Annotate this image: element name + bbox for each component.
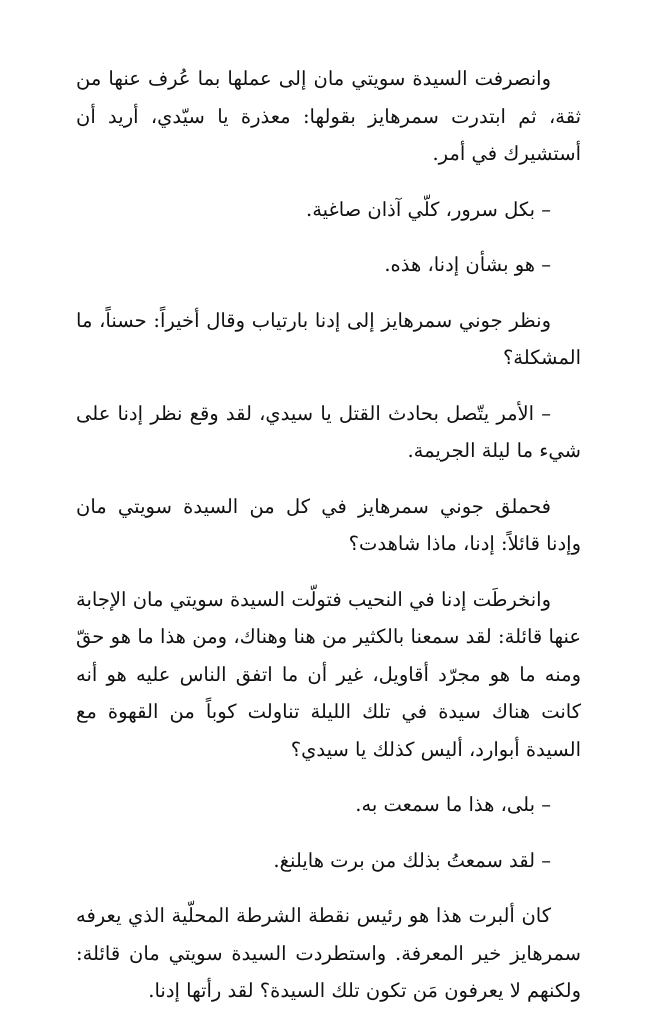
dialogue-line-3: – الأمر يتّصل بحادث القتل يا سيدي، لقد وقع نظر إدنا على شيء ما ليلة الجريمة. — [76, 401, 581, 462]
paragraph-1: وانصرفت السيدة سويتي مان إلى عملها بما عُرف عنها من ثقة، ثم ابتدرت سمرهايز بقولها: معذرة يا سيّدي، أريد أن أستشيرك في أمر. — [76, 67, 581, 165]
paragraph-5: كان ألبرت هذا هو رئيس نقطة الشرطة المحلّية الذي يعرفه سمرهايز خير المعرفة. واستطردت السيدة سويتي مان قائلة: ولكنهم لا يعرفون مَن تكون تلك السيدة؟ لقد رأتها إدنا. — [76, 904, 581, 1002]
dialogue-line-1: – بكل سرور، كلّي آذان صاغية. — [306, 197, 551, 221]
dialogue-line-5: – لقد سمعتُ بذلك من برت هايلنغ. — [273, 848, 551, 872]
paragraph-4: وانخرطَت إدنا في النحيب فتولّت السيدة سويتي مان الإجابة عنها قائلة: لقد سمعنا بالكثير من هنا وهناك، ومن هذا ما هو حقّ ومنه ما هو مجرّد أقاويل، غير أن ما اتفق الناس عليه هو أنه كانت هناك سيدة في تلك الليلة تناولت كوباً من القهوة مع السيدة أبوارد، أليس كذلك يا سيدي؟ — [76, 587, 581, 761]
dialogue-line-4: – بلى، هذا ما سمعت به. — [355, 793, 551, 816]
paragraph-2: ونظر جوني سمرهايز إلى إدنا بارتياب وقال أخيراً: حسناً، ما المشكلة؟ — [76, 308, 581, 369]
dialogue-line-2: – هو بشأن إدنا، هذه. — [384, 253, 551, 276]
paragraph-3: فحملق جوني سمرهايز في كل من السيدة سويتي مان وإدنا قائلاً: إدنا، ماذا شاهدت؟ — [76, 494, 581, 555]
